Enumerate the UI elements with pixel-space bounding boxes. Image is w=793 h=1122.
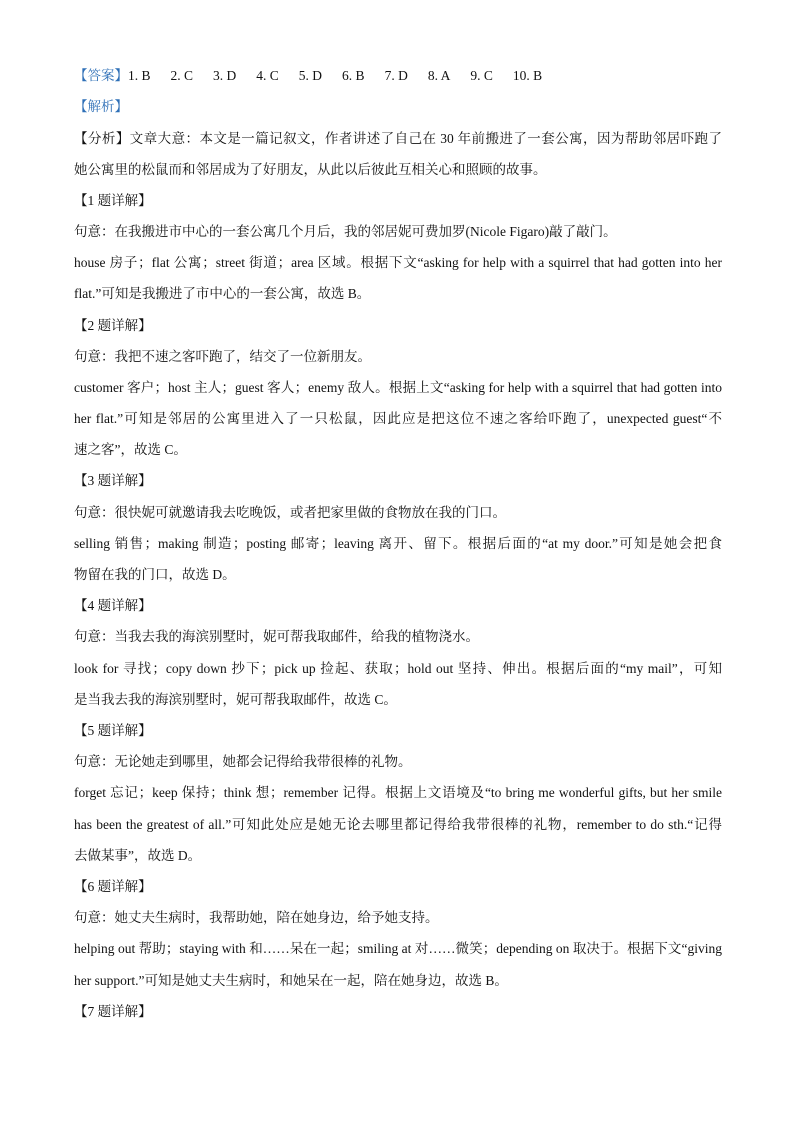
answer-label: 【答案】 (74, 68, 128, 83)
answer-item: 3. D (213, 68, 237, 83)
analysis-label: 【解析】 (74, 99, 128, 114)
sentence-meaning: 句意：在我搬进市中心的一套公寓几个月后，我的邻居妮可费加罗(Nicole Figaro)敲了敲门。 (74, 224, 617, 239)
answer-item: 9. C (470, 68, 493, 83)
question-heading: 【1 题详解】 (74, 193, 152, 208)
answer-item: 8. A (427, 68, 451, 83)
answer-item: 5. D (298, 68, 323, 83)
explanation-line: forget 忘记；keep 保持；think 想；remember 记得。根据上文语境及“to bring me wonderful gifts, but her smile (74, 785, 722, 800)
answer-item: 10. B (512, 68, 543, 83)
explanation-line: look for 寻找；copy down 抄下；pick up 捡起、获取；hold out 坚持、伸出。根据后面的“my mail”，可知 (74, 661, 722, 676)
summary-line: 她公寓里的松鼠而和邻居成为了好朋友，从此以后彼此互相关心和照顾的故事。 (74, 162, 547, 177)
sentence-meaning: 句意：当我去我的海滨别墅时，妮可帮我取邮件，给我的植物浇水。 (74, 629, 479, 644)
explanation-line: flat.”可知是我搬进了市中心的一套公寓，故选 B。 (74, 286, 371, 301)
answer-item: 7. D (384, 68, 408, 83)
answer-item: 1. B (128, 68, 151, 83)
explanation-line: her support.”可知是她丈夫生病时，和她呆在一起，陪在她身边，故选 B。 (74, 973, 508, 988)
explanation-line: her flat.”可知是邻居的公寓里进入了一只松鼠，因此应是把这位不速之客给吓跑了，unexpected guest“不 (74, 411, 722, 426)
answer-item: 2. C (170, 68, 194, 83)
answer-item: 4. C (256, 68, 279, 83)
question-heading: 【7 题详解】 (74, 1004, 152, 1019)
sentence-meaning: 句意：我把不速之客吓跑了，结交了一位新朋友。 (74, 349, 371, 364)
question-heading: 【6 题详解】 (74, 879, 152, 894)
explanation-line: customer 客户；host 主人；guest 客人；enemy 敌人。根据上文“asking for help with a squirrel that had gotten into (74, 380, 722, 395)
explanation-line: selling 销售；making 制造；posting 邮寄；leaving 离开、留下。根据后面的“at my door.”可知是她会把食 (74, 536, 722, 551)
question-heading: 【2 题详解】 (74, 318, 152, 333)
summary-line: 【分析】文章大意：本文是一篇记叙文，作者讲述了自己在 30 年前搬进了一套公寓，因为帮助邻居吓跑了 (74, 131, 722, 146)
explanation-line: 是当我去我的海滨别墅时，妮可帮我取邮件，故选 C。 (74, 692, 397, 707)
answer-key-row (74, 66, 722, 86)
explanation-line: helping out 帮助；staying with 和……呆在一起；smiling at 对……微笑；depending on 取决于。根据下文“giving (74, 941, 722, 956)
explanation-line: 速之客”，故选 C。 (74, 442, 187, 457)
question-heading: 【4 题详解】 (74, 598, 152, 613)
explanation-line: 去做某事”，故选 D。 (74, 848, 202, 863)
question-heading: 【5 题详解】 (74, 723, 152, 738)
question-heading: 【3 题详解】 (74, 473, 152, 488)
explanation-line: has been the greatest of all.”可知此处应是她无论去哪里都记得给我带很棒的礼物，remember to do sth.“记得 (74, 817, 722, 832)
sentence-meaning: 句意：很快妮可就邀请我去吃晚饭，或者把家里做的食物放在我的门口。 (74, 505, 506, 520)
answer-item: 6. B (342, 68, 365, 83)
explanation-line: house 房子；flat 公寓；street 街道；area 区域。根据下文“asking for help with a squirrel that had gotten into her (74, 255, 722, 270)
sentence-meaning: 句意：她丈夫生病时，我帮助她，陪在她身边，给予她支持。 (74, 910, 439, 925)
sentence-meaning: 句意：无论她走到哪里，她都会记得给我带很棒的礼物。 (74, 754, 412, 769)
explanation-line: 物留在我的门口，故选 D。 (74, 567, 236, 582)
